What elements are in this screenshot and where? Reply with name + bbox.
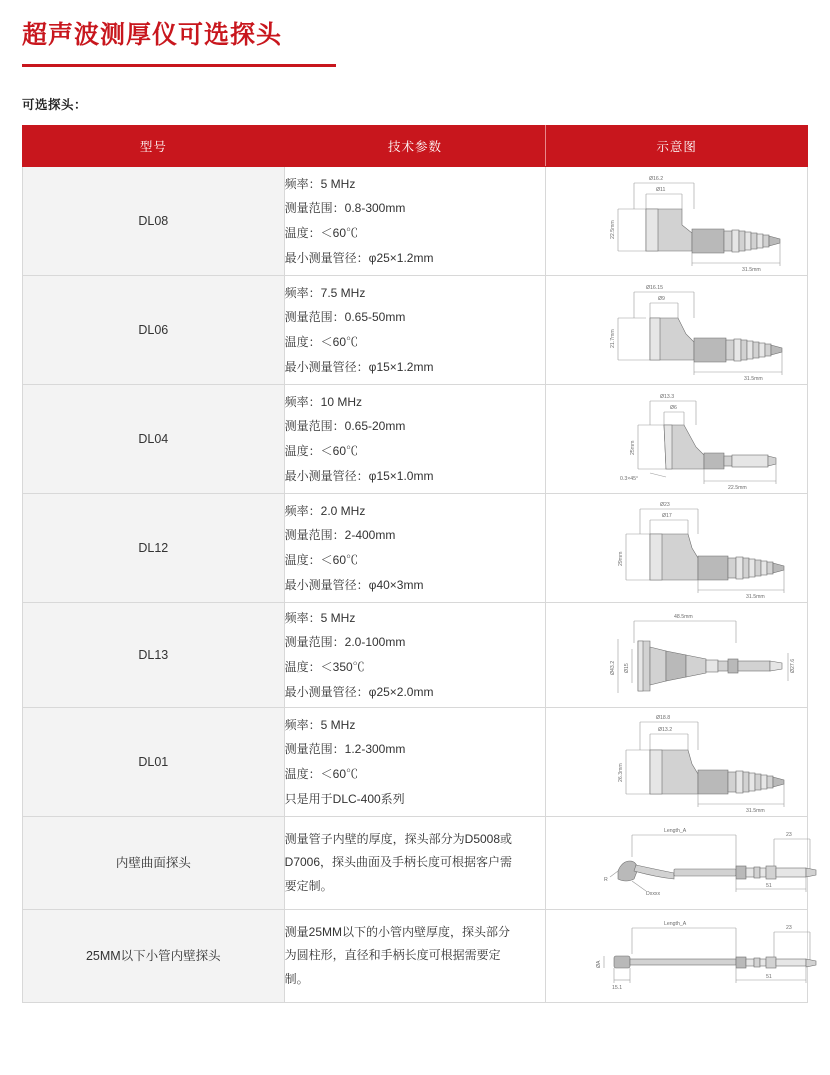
spec-line: 最小测量管径：φ25×2.0mm [284, 684, 434, 699]
dim-label: Dxxxx [646, 891, 661, 897]
probe-right-angle-dl01-diagram [546, 708, 830, 816]
dim-label: 26.3mm [618, 763, 625, 782]
model-name: DL04 [23, 385, 285, 494]
spec-list [284, 385, 546, 494]
spec-line: 温度：＜60℃ [284, 767, 359, 781]
page-title: 超声波测厚仪可选探头 [22, 21, 283, 49]
spec-line: 测量范围：0.65-50mm [284, 310, 406, 325]
spec-list [284, 708, 546, 817]
dim-label: 31.5mm [746, 808, 766, 814]
model-name: DL06 [23, 276, 285, 385]
dim-label: 48.5mm [674, 614, 694, 620]
figure-cell [546, 167, 808, 276]
dim-label: Ø17 [662, 513, 673, 519]
probe-right-angle-dl08-diagram [546, 167, 830, 275]
dim-label: 29mm [618, 551, 625, 566]
dim-label: 51 [766, 974, 773, 980]
dim-label: 31.5mm [746, 594, 766, 600]
spec-line: 最小测量管径：φ15×1.2mm [284, 359, 434, 374]
dim-label: 22.5mm [610, 220, 617, 239]
dim-label: Ø13.2 [658, 727, 673, 733]
figure-cell [546, 494, 808, 603]
dim-label: 31.5mm [742, 267, 762, 273]
model-name: 内壁曲面探头 [23, 817, 285, 910]
column-header-specs: 技术参数 [284, 126, 546, 167]
table-row [23, 910, 808, 1003]
spec-line: 温度：＜60℃ [284, 226, 359, 240]
dim-label: Ø16.15 [646, 285, 664, 291]
dim-label: Ø43.2 [610, 660, 617, 675]
table-row [23, 817, 808, 910]
probe-high-temp-dl13-diagram [546, 603, 830, 707]
model-name: DL12 [23, 494, 285, 603]
dim-label: 22.5mm [728, 485, 748, 491]
dim-label: 21.7mm [610, 329, 617, 348]
dim-label: 23 [786, 832, 793, 838]
dim-label: R [604, 877, 609, 883]
spec-list [284, 494, 546, 603]
dim-label: Ø9 [658, 296, 666, 302]
dim-label: Ø16.2 [649, 176, 664, 182]
spec-line: 频率：2.0 MHz [284, 503, 366, 518]
spec-line: 测量范围：2.0-100mm [284, 635, 406, 650]
spec-paragraph: 测量25MM以下的小管内壁厚度，探头部分为圆柱形，直径和手柄长度可根据需要定制。 [284, 910, 546, 1003]
spec-line: 测量范围：0.8-300mm [284, 201, 406, 216]
dim-label: Length_A [664, 921, 687, 927]
spec-line: 最小测量管径：φ25×1.2mm [284, 250, 434, 265]
table-row [23, 385, 808, 494]
column-header-figure: 示意图 [546, 126, 808, 167]
spec-line: 最小测量管径：φ15×1.0mm [284, 468, 434, 483]
spec-line: 频率：5 MHz [284, 176, 356, 191]
dim-label: Ø27.6 [790, 658, 797, 673]
dim-label: Ø18.8 [656, 715, 671, 721]
spec-line: 频率：5 MHz [284, 717, 356, 732]
figure-cell [546, 603, 808, 708]
probe-small-tube-inner-wall-diagram [546, 910, 830, 1002]
spec-line: 测量范围：0.65-20mm [284, 419, 406, 434]
spec-line: 测量范围：2-400mm [284, 528, 396, 543]
spec-line: 测量范围：1.2-300mm [284, 742, 406, 757]
column-header-model: 型号 [23, 126, 285, 167]
table-row [23, 708, 808, 817]
model-name: DL13 [23, 603, 285, 708]
spec-paragraph: 测量管子内壁的厚度，探头部分为D5008或D7006，探头曲面及手柄长度可根据客户需要定制。 [284, 817, 546, 910]
dim-label: 51 [766, 883, 773, 889]
spec-line: 温度：＜350℃ [284, 660, 365, 674]
probe-curved-inner-wall-diagram [546, 817, 830, 909]
dim-label: Ø23 [660, 502, 671, 508]
spec-line: 只是用于DLC-400系列 [284, 791, 405, 806]
table-row [23, 603, 808, 708]
spec-line: 温度：＜60℃ [284, 335, 359, 349]
probe-right-angle-dl06-diagram [546, 276, 830, 384]
probe-right-angle-dl12-diagram [546, 494, 830, 602]
dim-label: 31.5mm [744, 376, 764, 382]
spec-line: 频率：10 MHz [284, 394, 363, 409]
dim-label: Length_A [664, 828, 687, 834]
spec-line: 温度：＜60℃ [284, 444, 359, 458]
table-row [23, 276, 808, 385]
model-name: 25MM以下小管内壁探头 [23, 910, 285, 1003]
dim-label: Ø6 [670, 405, 678, 411]
dim-label: Ø15 [624, 663, 631, 673]
table-head [23, 126, 808, 167]
section-subtitle: 可选探头： [22, 98, 88, 112]
dim-label: 0.3×45° [620, 476, 639, 482]
figure-cell [546, 817, 808, 910]
dim-label: Ø13.3 [660, 394, 675, 400]
table-body [23, 167, 808, 1003]
spec-list [284, 276, 546, 385]
spec-line: 温度：＜60℃ [284, 553, 359, 567]
spec-line: 频率：5 MHz [284, 610, 356, 625]
dim-label: 23 [786, 925, 793, 931]
dim-label: 25mm [630, 440, 637, 455]
model-name: DL08 [23, 167, 285, 276]
model-name: DL01 [23, 708, 285, 817]
probe-table [22, 125, 808, 1003]
spec-list [284, 603, 546, 708]
spec-line: 最小测量管径：φ40×3mm [284, 577, 424, 592]
dim-label: 15.1 [612, 985, 623, 991]
table-header-row [23, 126, 808, 167]
table-row [23, 494, 808, 603]
spec-list [284, 167, 546, 276]
figure-cell [546, 385, 808, 494]
probe-right-angle-dl04-diagram [546, 385, 830, 493]
figure-cell [546, 276, 808, 385]
spec-line: 频率：7.5 MHz [284, 285, 366, 300]
figure-cell [546, 910, 808, 1003]
figure-cell [546, 708, 808, 817]
title-underline [22, 64, 336, 67]
dim-label: ØA [596, 960, 603, 968]
table-row [23, 167, 808, 276]
dim-label: Ø11 [656, 187, 666, 193]
